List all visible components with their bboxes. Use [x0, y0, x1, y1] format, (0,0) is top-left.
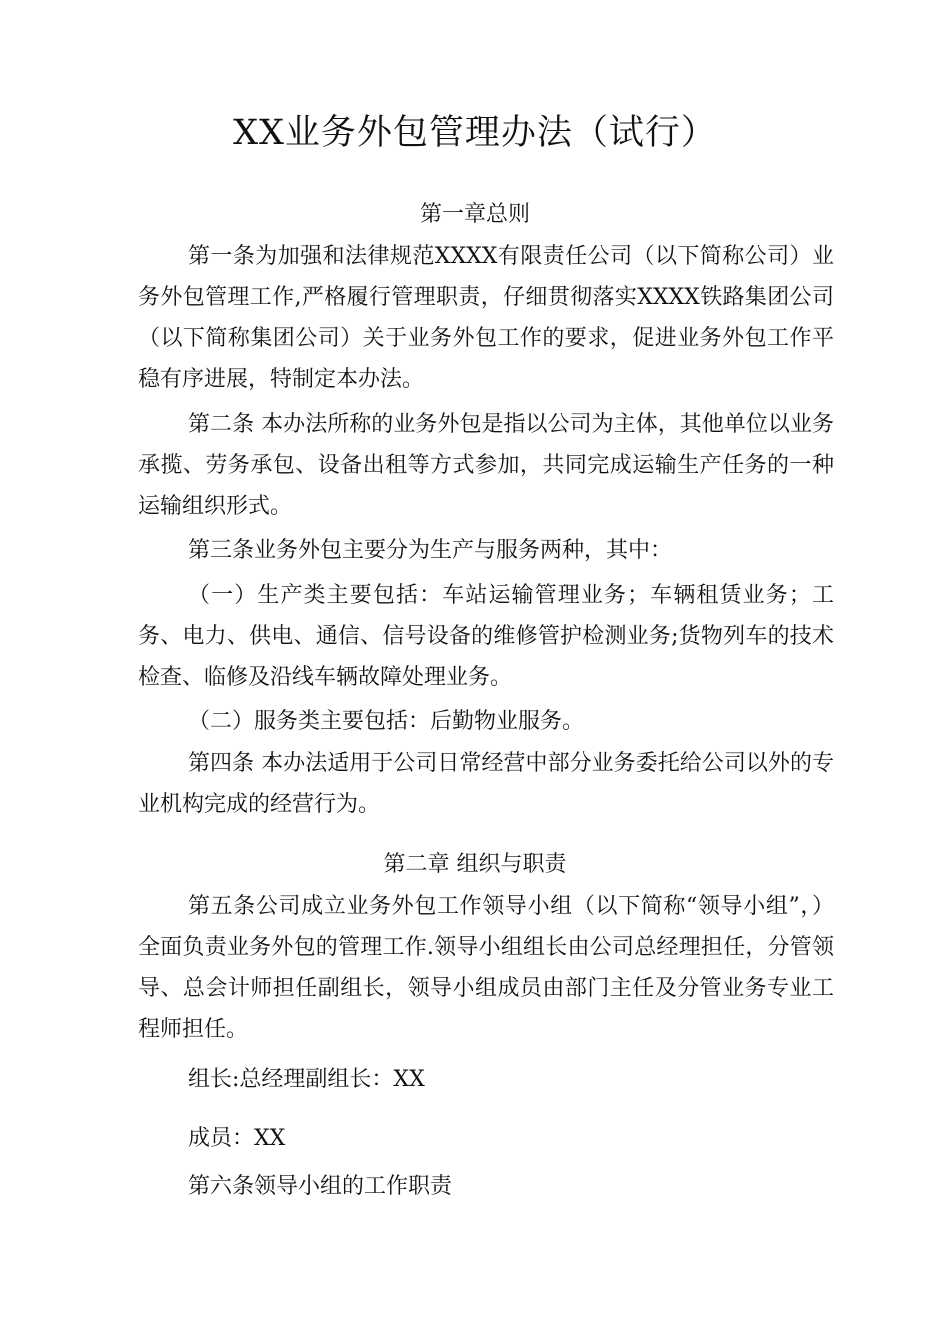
chapter-2-heading: 第二章 组织与职责 — [383, 852, 567, 877]
article-2-paragraph: 第二条 本办法所称的业务外包是指以公司为主体，其他单位以业务承揽、劳务承包、设备出租等方式参加，共同完成运输生产任务的一种运输组织形式。 — [138, 412, 834, 519]
article-4-paragraph: 第四条 本办法适用于公司日常经营中部分业务委托给公司以外的专业机构完成的经营行为。 — [138, 751, 834, 817]
members-line: 成员：XX — [188, 1126, 286, 1151]
leader-line: 组长:总经理副组长：XX — [188, 1067, 425, 1092]
chapter-1-heading: 第一章总则 — [419, 202, 530, 227]
article-3-item-2: （二）服务类主要包括：后勤物业服务。 — [188, 709, 585, 734]
article-1-paragraph: 第一条为加强和法律规范XXXX有限责任公司（以下简称公司）业务外包管理工作,严格履行管理职责，仔细贯彻落实XXXX铁路集团公司（以下简称集团公司）关于业务外包工作的要求，促进业务外包工作平稳有序进展，特制定本办法。 — [138, 244, 834, 392]
article-6-heading: 第六条领导小组的工作职责 — [188, 1174, 453, 1199]
article-5-paragraph: 第五条公司成立业务外包工作领导小组（以下简称“领导小组”，）全面负责业务外包的管理工作.领导小组组长由公司总经理担任，分管领导、总会计师担任副组长，领导小组成员由部门主任及分管业务专业工程师担任。 — [138, 894, 834, 1042]
document-title: XX业务外包管理办法（试行） — [233, 113, 717, 153]
article-3-item-1: （一）生产类主要包括：车站运输管理业务；车辆租赁业务；工务、电力、供电、通信、信号设备的维修管护检测业务;货物列车的技术检查、临修及沿线车辆故障处理业务。 — [138, 583, 834, 690]
article-3-paragraph: 第三条业务外包主要分为生产与服务两种，其中： — [188, 538, 673, 563]
